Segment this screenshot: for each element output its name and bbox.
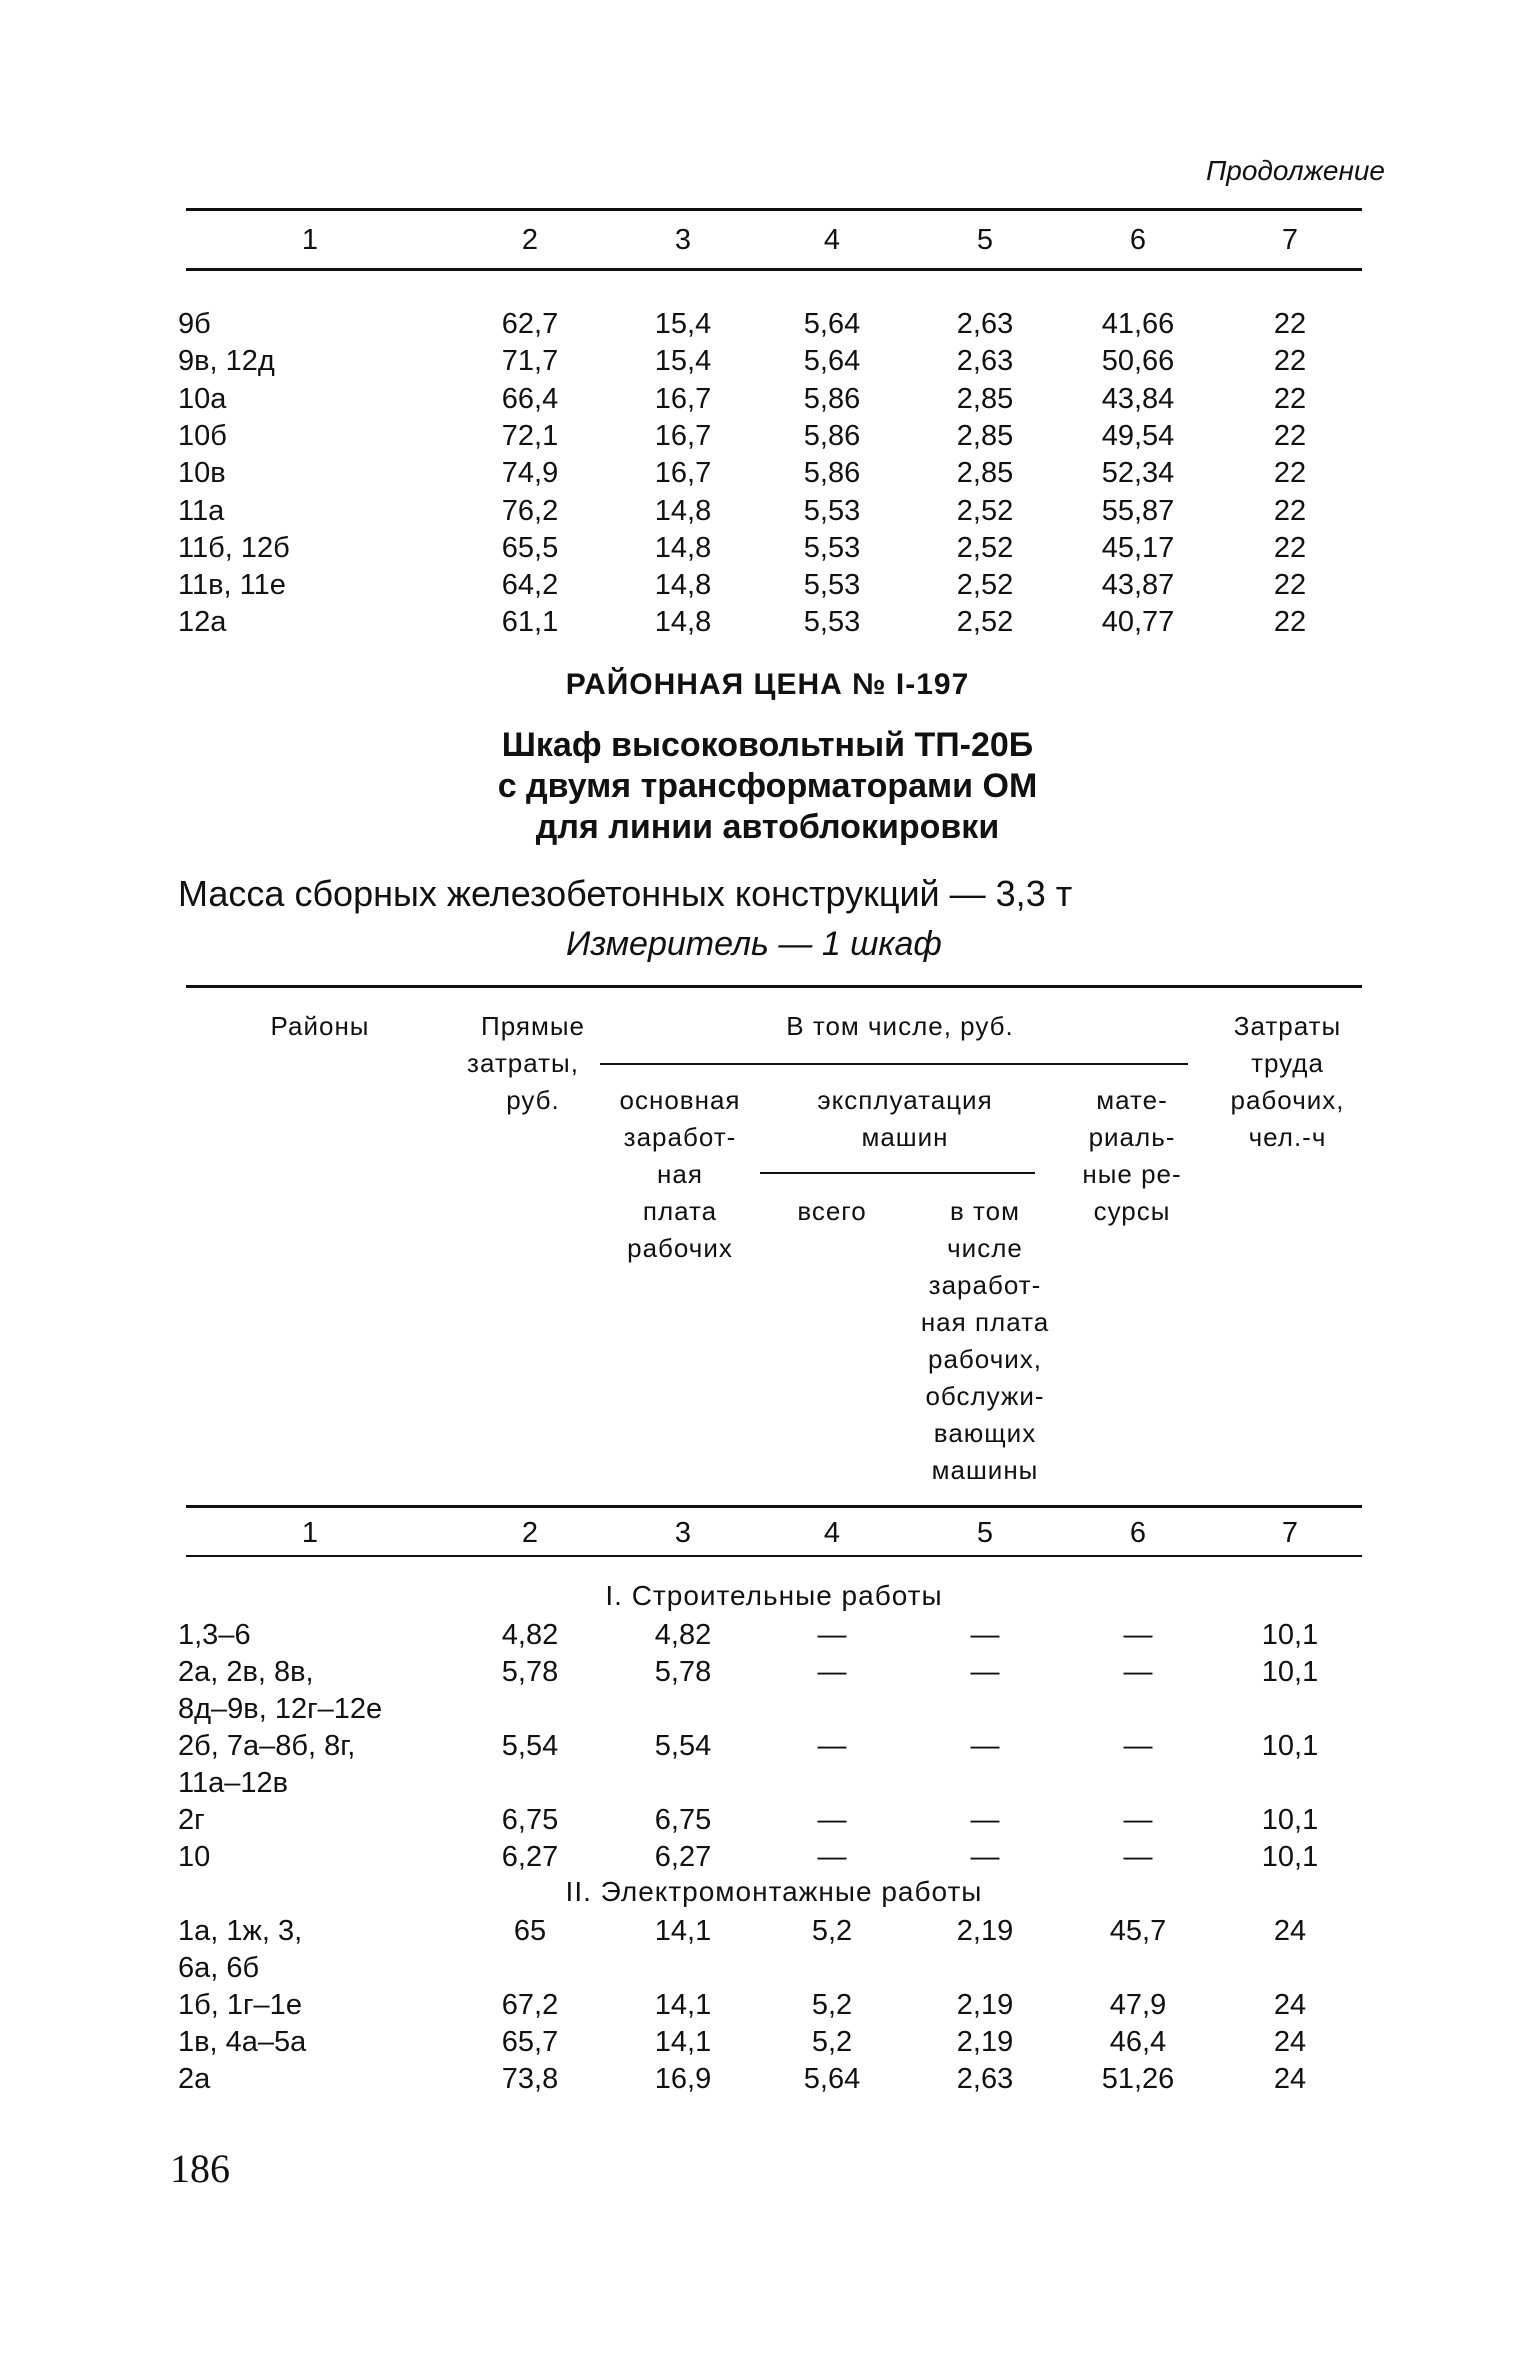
header-machine-ops-rule	[760, 1172, 1035, 1174]
top-header-col-6: 6	[1129, 224, 1147, 256]
section-row-value-col-7: 10,1	[1261, 1730, 1319, 1762]
header-incl-wage-3: заработ-	[928, 1270, 1042, 1300]
section-row-region: 1в, 4а–5а	[178, 2026, 307, 2058]
section-row-value-col-3: 14,1	[654, 1915, 712, 1947]
measure-line: Измеритель — 1 шкаф	[566, 925, 942, 963]
continuation-label: Продолжение	[1205, 155, 1385, 186]
main-header-col-4: 4	[823, 1517, 841, 1549]
section-row-value-col-5: 2,19	[956, 2026, 1014, 2058]
section-row-value-col-6: —	[1123, 1656, 1153, 1688]
header-direct-costs-1: Прямые	[481, 1011, 585, 1041]
section-row-value-col-5: —	[970, 1804, 1000, 1836]
section-row-value-col-4: 5,64	[803, 2063, 861, 2095]
top-row-value-col-5: 2,63	[956, 308, 1014, 340]
header-labor-2: труда	[1251, 1048, 1324, 1078]
section-row-value-col-5: —	[970, 1730, 1000, 1762]
section-row-region: 2б, 7а–8б, 8г,	[178, 1730, 356, 1762]
page-number: 186	[170, 2146, 230, 2191]
top-row-value-col-5: 2,85	[956, 382, 1014, 415]
top-header-col-7: 7	[1281, 224, 1299, 256]
main-header-col-7: 7	[1281, 1517, 1299, 1549]
section-row-value-col-6: —	[1123, 1619, 1153, 1651]
section-row-value-col-5: 2,19	[956, 1915, 1014, 1947]
section-row-value-col-7: 24	[1273, 1989, 1307, 2021]
section-row-value-col-7: 24	[1273, 2063, 1307, 2095]
top-row-value-col-7: 22	[1273, 569, 1307, 602]
section-row-value-col-2: 5,78	[501, 1656, 559, 1688]
header-regions: Районы	[270, 1011, 370, 1041]
section-row-region: 6а, 6б	[178, 1952, 260, 1984]
top-row-value-col-5: 2,85	[956, 419, 1014, 452]
header-direct-costs-3: руб.	[506, 1085, 560, 1115]
top-row-value-col-3: 15,4	[654, 308, 712, 340]
section-row-value-col-2: 73,8	[501, 2063, 559, 2095]
section-row-value-col-3: 14,1	[654, 1989, 712, 2021]
top-row-value-col-2: 61,1	[501, 606, 559, 639]
top-row-value-col-4: 5,86	[803, 382, 861, 415]
top-row-value-col-5: 2,52	[956, 531, 1014, 564]
top-row-region: 9в, 12д	[178, 345, 275, 378]
section-row-value-col-5: 2,19	[956, 1989, 1014, 2021]
top-row-value-col-5: 2,63	[956, 345, 1014, 378]
section-row-value-col-6: 45,7	[1109, 1915, 1167, 1947]
top-row-value-col-3: 16,7	[654, 457, 712, 490]
header-labor-3: рабочих,	[1230, 1085, 1345, 1115]
section-row-value-col-3: 5,78	[654, 1656, 712, 1688]
top-row-value-col-4: 5,53	[803, 569, 861, 602]
section-row-value-col-2: 65,7	[501, 2026, 559, 2058]
header-incl-wage-4: ная плата	[920, 1307, 1050, 1337]
section-row-value-col-4: —	[817, 1804, 847, 1836]
top-row-value-col-4: 5,53	[803, 606, 861, 639]
section-row-value-col-3: 4,82	[654, 1619, 712, 1651]
section-row-value-col-6: 46,4	[1109, 2026, 1167, 2058]
main-table-rule-header	[186, 1505, 1362, 1508]
header-materials-4: сурсы	[1093, 1196, 1171, 1226]
section-row-value-col-6: —	[1123, 1730, 1153, 1762]
top-row-value-col-2: 74,9	[501, 457, 559, 490]
section-row-region: 2а, 2в, 8в,	[178, 1656, 314, 1688]
section-row-value-col-2: 65	[513, 1915, 547, 1947]
main-header-col-5: 5	[976, 1517, 994, 1549]
top-row-value-col-3: 14,8	[654, 494, 712, 527]
header-incl-wage-7: вающих	[933, 1418, 1037, 1448]
section-row-value-col-4: —	[817, 1656, 847, 1688]
header-incl-wage-8: машины	[931, 1455, 1039, 1485]
top-row-value-col-4: 5,86	[803, 457, 861, 490]
section-row-value-col-7: 10,1	[1261, 1656, 1319, 1688]
section-row-value-col-7: 10,1	[1261, 1619, 1319, 1651]
header-base-wage-1: основная	[619, 1085, 741, 1115]
main-header-col-3: 3	[674, 1517, 692, 1549]
top-row-value-col-2: 65,5	[501, 531, 559, 564]
main-header-col-2: 2	[521, 1517, 539, 1549]
price-heading: РАЙОННАЯ ЦЕНА № I-197	[565, 668, 970, 701]
item-title-line-1: Шкаф высоковольтный ТП-20Б	[501, 726, 1034, 764]
header-base-wage-4: плата	[642, 1196, 718, 1226]
top-row-value-col-6: 45,17	[1101, 531, 1175, 564]
top-row-value-col-5: 2,85	[956, 457, 1014, 490]
top-row-value-col-6: 40,77	[1101, 606, 1175, 639]
header-incl-wage-2: числе	[947, 1233, 1023, 1263]
section-row-value-col-4: —	[817, 1841, 847, 1873]
section-row-value-col-6: —	[1123, 1841, 1153, 1873]
top-table-rule-header	[186, 268, 1362, 271]
section-row-region: 11а–12в	[178, 1767, 289, 1799]
section-row-region: 2а	[178, 2063, 211, 2095]
main-header-col-1: 1	[301, 1517, 319, 1549]
section-row-value-col-7: 10,1	[1261, 1804, 1319, 1836]
section-row-value-col-5: —	[970, 1656, 1000, 1688]
top-row-value-col-2: 66,4	[501, 382, 559, 415]
section-row-value-col-2: 67,2	[501, 1989, 559, 2021]
header-total: всего	[797, 1196, 867, 1226]
top-table-rule-top	[186, 208, 1362, 211]
section-row-value-col-3: 14,1	[654, 2026, 712, 2058]
item-title-line-2: с двумя трансформаторами ОМ	[497, 767, 1038, 805]
top-row-value-col-4: 5,53	[803, 531, 861, 564]
section-row-value-col-6: 51,26	[1101, 2063, 1175, 2095]
top-row-region: 11в, 11е	[178, 569, 286, 602]
section-row-value-col-3: 5,54	[654, 1730, 712, 1762]
header-labor-4: чел.-ч	[1248, 1122, 1327, 1152]
top-header-col-3: 3	[674, 224, 692, 256]
main-table-rule-numbers	[186, 1555, 1362, 1557]
top-row-value-col-5: 2,52	[956, 606, 1014, 639]
top-row-value-col-5: 2,52	[956, 494, 1014, 527]
top-header-col-1: 1	[301, 224, 319, 256]
top-row-value-col-3: 14,8	[654, 569, 712, 602]
top-row-value-col-2: 62,7	[501, 308, 559, 340]
top-row-value-col-7: 22	[1273, 457, 1307, 490]
top-row-value-col-6: 43,84	[1101, 382, 1175, 415]
section-row-region: 8д–9в, 12г–12е	[178, 1693, 383, 1725]
top-header-col-2: 2	[521, 224, 539, 256]
section-row-region: 1,3–6	[178, 1619, 251, 1651]
top-row-value-col-3: 14,8	[654, 531, 712, 564]
section-row-value-col-4: 5,2	[811, 1915, 853, 1947]
section-row-value-col-2: 5,54	[501, 1730, 559, 1762]
top-row-value-col-7: 22	[1273, 606, 1307, 639]
top-row-value-col-7: 22	[1273, 382, 1307, 415]
top-row-value-col-6: 43,87	[1101, 569, 1175, 602]
header-incl-wage-1: в том	[950, 1196, 1020, 1226]
top-row-value-col-7: 22	[1273, 531, 1307, 564]
top-row-region: 11а	[178, 494, 225, 527]
section-row-region: 1б, 1г–1е	[178, 1989, 302, 2021]
header-labor-1: Затраты	[1233, 1011, 1342, 1041]
header-materials-2: риаль-	[1088, 1122, 1176, 1152]
top-row-value-col-2: 72,1	[501, 419, 559, 452]
top-row-region: 10а	[178, 382, 227, 415]
mass-line: Масса сборных железобетонных конструкций — 3,3 т	[178, 873, 1073, 914]
section-row-value-col-4: —	[817, 1619, 847, 1651]
section-row-value-col-2: 4,82	[501, 1619, 559, 1651]
top-row-value-col-2: 76,2	[501, 494, 559, 527]
header-machine-ops-1: эксплуатация	[817, 1085, 993, 1115]
top-row-value-col-4: 5,86	[803, 419, 861, 452]
top-row-value-col-6: 52,34	[1101, 457, 1175, 490]
header-materials-3: ные ре-	[1082, 1159, 1182, 1189]
top-row-value-col-3: 16,7	[654, 382, 712, 415]
top-row-value-col-6: 50,66	[1101, 345, 1175, 378]
section-row-value-col-5: 2,63	[956, 2063, 1014, 2095]
top-row-value-col-3: 16,7	[654, 419, 712, 452]
top-row-value-col-5: 2,52	[956, 569, 1014, 602]
section-title: II. Электромонтажные работы	[565, 1876, 983, 1907]
top-row-value-col-7: 22	[1273, 345, 1307, 378]
section-row-region: 1а, 1ж, 3,	[178, 1915, 303, 1947]
header-base-wage-5: рабочих	[627, 1233, 733, 1263]
section-row-value-col-4: 5,2	[811, 2026, 853, 2058]
top-row-value-col-2: 71,7	[501, 345, 559, 378]
top-row-value-col-6: 41,66	[1101, 308, 1175, 340]
section-title: I. Строительные работы	[605, 1580, 943, 1611]
top-header-col-5: 5	[976, 224, 994, 256]
section-row-value-col-4: —	[817, 1730, 847, 1762]
top-row-value-col-6: 49,54	[1101, 419, 1175, 452]
section-row-value-col-2: 6,75	[501, 1804, 559, 1836]
item-title-line-3: для линии автоблокировки	[535, 808, 1000, 846]
main-header-col-6: 6	[1129, 1517, 1147, 1549]
top-row-value-col-7: 22	[1273, 419, 1307, 452]
top-row-value-col-2: 64,2	[501, 569, 559, 602]
top-row-value-col-4: 5,64	[803, 345, 861, 378]
section-row-value-col-5: —	[970, 1619, 1000, 1651]
top-row-value-col-7: 22	[1273, 308, 1307, 340]
top-row-region: 10б	[178, 419, 227, 452]
section-row-value-col-7: 24	[1273, 1915, 1307, 1947]
header-machine-ops-2: машин	[861, 1122, 949, 1152]
top-row-region: 9б	[178, 308, 211, 340]
section-row-value-col-7: 24	[1273, 2026, 1307, 2058]
header-direct-costs-2: затраты,	[467, 1048, 579, 1078]
header-incl-wage-6: обслужи-	[925, 1381, 1045, 1411]
section-row-value-col-5: —	[970, 1841, 1000, 1873]
section-row-value-col-3: 16,9	[654, 2063, 712, 2095]
header-including: В том числе, руб.	[786, 1011, 1014, 1041]
section-row-value-col-4: 5,2	[811, 1989, 853, 2021]
header-materials-1: мате-	[1096, 1085, 1168, 1115]
header-base-wage-2: заработ-	[623, 1122, 737, 1152]
top-row-value-col-4: 5,64	[803, 308, 861, 340]
top-row-value-col-3: 14,8	[654, 606, 712, 639]
section-row-value-col-6: —	[1123, 1804, 1153, 1836]
header-base-wage-3: ная	[657, 1159, 703, 1189]
header-including-rule	[600, 1063, 1188, 1065]
section-row-region: 10	[178, 1841, 211, 1873]
section-row-value-col-3: 6,27	[654, 1841, 712, 1873]
section-row-value-col-3: 6,75	[654, 1804, 712, 1836]
top-row-region: 11б, 12б	[178, 531, 290, 564]
top-row-region: 10в	[178, 457, 226, 490]
section-row-region: 2г	[178, 1804, 205, 1836]
top-row-region: 12а	[178, 606, 227, 639]
header-incl-wage-5: рабочих,	[928, 1344, 1042, 1374]
main-table-rule-top	[186, 985, 1362, 988]
top-row-value-col-7: 22	[1273, 494, 1307, 527]
section-row-value-col-7: 10,1	[1261, 1841, 1319, 1873]
top-header-col-4: 4	[823, 224, 841, 256]
top-row-value-col-6: 55,87	[1101, 494, 1175, 527]
top-row-value-col-4: 5,53	[803, 494, 861, 527]
section-row-value-col-6: 47,9	[1109, 1989, 1167, 2021]
top-row-value-col-3: 15,4	[654, 345, 712, 378]
section-row-value-col-2: 6,27	[501, 1841, 559, 1873]
